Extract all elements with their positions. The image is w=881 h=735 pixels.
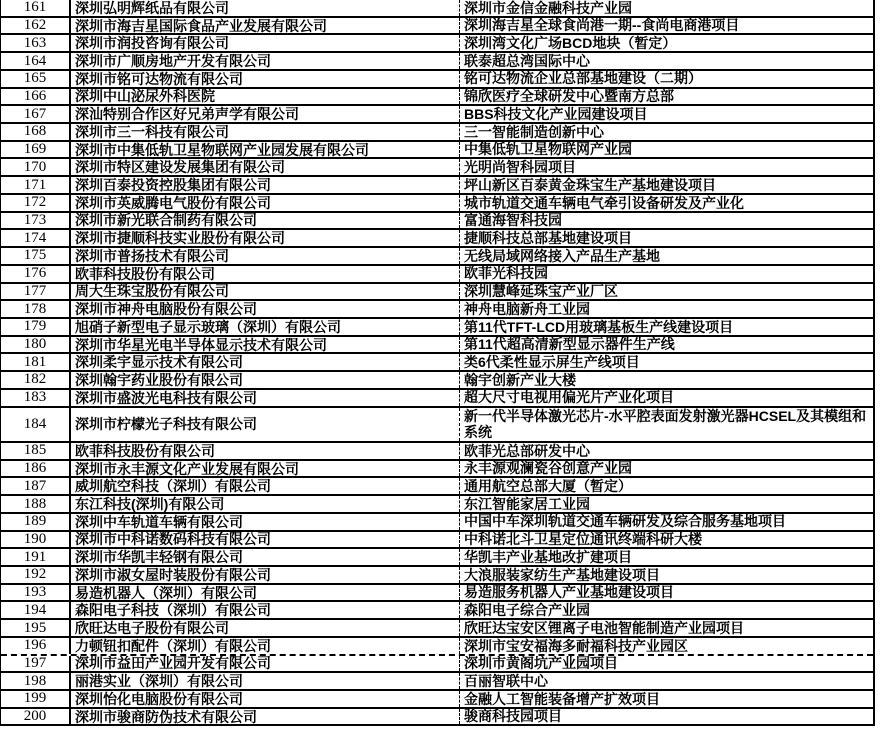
- table-row: [1, 18, 873, 36]
- company-name-cell: 深圳市海吉星国际食品产业发展有限公司: [75, 17, 327, 34]
- project-name-cell: 锦欣医疗全球研发中心暨南方总部: [459, 89, 873, 105]
- project-name-cell: 森阳电子综合产业园: [459, 602, 873, 618]
- table-row: [1, 319, 873, 337]
- table-row: [1, 195, 873, 213]
- project-name-cell: 中科诺北斗卫星定位通讯终端科研大楼: [459, 532, 873, 548]
- table-row: [1, 35, 873, 53]
- table-row: [1, 354, 873, 372]
- company-name-cell: 深圳弘明辉纸品有限公司: [75, 0, 229, 16]
- row-number-cell: 179: [1, 319, 71, 335]
- project-name-cell: 金融人工智能装备增产扩效项目: [459, 691, 873, 707]
- company-name-cell: 深圳市盛波光电科技有限公司: [75, 389, 257, 406]
- row-number-cell: 180: [1, 337, 71, 353]
- company-name-cell: 深圳市中科诺数码科技有限公司: [75, 531, 271, 548]
- company-name-cell: 深圳市特区建设发展集团有限公司: [75, 159, 285, 176]
- company-name-cell: 深圳市永丰源文化产业发展有限公司: [75, 460, 299, 477]
- row-number-cell: 171: [1, 177, 71, 193]
- company-name-cell: 周大生珠宝股份有限公司: [75, 283, 229, 300]
- table-row: [1, 390, 873, 408]
- company-name-cell: 深圳市润投咨询有限公司: [75, 35, 229, 52]
- company-name-cell: 易造机器人（深圳）有限公司: [75, 584, 257, 601]
- table-row: [1, 248, 873, 266]
- table-row: [1, 142, 873, 160]
- row-number-cell: 161: [1, 0, 71, 16]
- company-name-cell: 深圳百泰投资控股集团有限公司: [75, 177, 271, 193]
- table-row: [1, 372, 873, 390]
- table-row: [1, 159, 873, 177]
- row-number-cell: 176: [1, 266, 71, 282]
- project-name-cell: 华凯丰产业基地改扩建项目: [459, 549, 873, 565]
- row-number-cell: 183: [1, 390, 71, 406]
- project-name-cell: 无线局域网络接入产品生产基地: [459, 248, 873, 264]
- project-name-cell: 深圳市金信金融科技产业园: [459, 0, 873, 16]
- company-name-cell: 欧菲科技股份有限公司: [75, 442, 215, 459]
- company-name-cell: 丽港实业（深圳）有限公司: [75, 673, 243, 690]
- project-name-cell: 欧菲光总部研发中心: [459, 443, 873, 459]
- project-name-cell: 大浪服装家纺生产基地建设项目: [459, 567, 873, 583]
- company-name-cell: 深圳市中集低轨卫星物联网产业园发展有限公司: [75, 141, 369, 158]
- project-name-cell: 联泰超总湾国际中心: [459, 53, 873, 69]
- row-number-cell: 167: [1, 106, 71, 122]
- row-number-cell: 173: [1, 213, 71, 229]
- project-name-cell: 富通海智科技园: [459, 213, 873, 229]
- row-number-cell: 187: [1, 478, 71, 494]
- table-row: [1, 461, 873, 479]
- table-row: [1, 177, 873, 195]
- row-number-cell: 200: [1, 709, 71, 725]
- project-name-cell: 翰宇创新产业大楼: [459, 372, 873, 388]
- company-name-cell: 深圳柔宇显示技术有限公司: [75, 354, 243, 371]
- project-name-cell: 新一代半导体激光芯片-水平腔表面发射激光器HCSEL及其模组和系统: [459, 408, 873, 441]
- row-number-cell: 168: [1, 124, 71, 140]
- row-number-cell: 170: [1, 159, 71, 175]
- row-number-cell: 185: [1, 443, 71, 459]
- project-name-cell: 深圳市宝安福海多耐福科技产业园区: [459, 638, 873, 654]
- company-name-cell: 东江科技(深圳)有限公司: [75, 496, 225, 512]
- table-row: [1, 0, 873, 18]
- row-number-cell: 195: [1, 620, 71, 636]
- row-number-cell: 198: [1, 673, 71, 689]
- company-name-cell: 深圳市神舟电脑股份有限公司: [75, 301, 257, 317]
- project-name-cell: 坪山新区百泰黄金珠宝生产基地建设项目: [459, 177, 873, 193]
- table-row: [1, 602, 873, 620]
- project-name-cell: 易造服务机器人产业基地建设项目: [459, 585, 873, 601]
- table-row: [1, 585, 873, 603]
- company-name-cell: 旭硝子新型电子显示玻璃（深圳）有限公司: [75, 318, 341, 335]
- project-name-cell: 骏商科技园项目: [459, 709, 873, 725]
- company-name-cell: 深圳中车轨道车辆有限公司: [75, 513, 243, 530]
- table-row: [1, 266, 873, 284]
- table-row: [1, 124, 873, 142]
- table-row: [1, 337, 873, 355]
- row-number-cell: 181: [1, 354, 71, 370]
- project-name-cell: 超大尺寸电视用偏光片产业化项目: [459, 390, 873, 406]
- table-row: [1, 496, 873, 514]
- row-number-cell: 190: [1, 532, 71, 548]
- company-name-cell: 深圳怡化电脑股份有限公司: [75, 691, 243, 707]
- table-row: [1, 301, 873, 319]
- company-name-cell: 深圳市铭可达物流有限公司: [75, 70, 243, 87]
- project-name-cell: 东江智能家居工业园: [459, 496, 873, 512]
- row-number-cell: 163: [1, 35, 71, 51]
- project-name-cell: BBS科技文化产业园建设项目: [459, 106, 873, 122]
- table-row: [1, 532, 873, 550]
- project-name-cell: 深圳慧峰延珠宝产业厂区: [459, 284, 873, 300]
- row-number-cell: 189: [1, 514, 71, 530]
- company-name-cell: 威圳航空科技（深圳）有限公司: [75, 478, 271, 495]
- table-row: [1, 53, 873, 71]
- project-name-cell: 铭可达物流企业总部基地建设（二期）: [459, 71, 873, 87]
- company-name-cell: 深圳翰宇药业股份有限公司: [75, 372, 243, 388]
- table-row: [1, 106, 873, 124]
- table-row: [1, 443, 873, 461]
- table-row: [1, 656, 873, 674]
- table-row: [1, 514, 873, 532]
- table-row: [1, 567, 873, 585]
- row-number-cell: 186: [1, 461, 71, 477]
- row-number-cell: 172: [1, 195, 71, 211]
- project-name-cell: 百丽智联中心: [459, 673, 873, 689]
- project-name-cell: 光明尚智科园项目: [459, 159, 873, 175]
- row-number-cell: 164: [1, 53, 71, 69]
- row-number-cell: 175: [1, 248, 71, 264]
- project-name-cell: 通用航空总部大厦（暂定）: [459, 478, 873, 494]
- company-name-cell: 深圳市广顺房地产开发有限公司: [75, 53, 271, 69]
- project-name-cell: 捷顺科技总部基地建设项目: [459, 230, 873, 246]
- company-name-cell: 欧菲科技股份有限公司: [75, 265, 215, 282]
- table-row: [1, 408, 873, 443]
- table-row: [1, 638, 873, 656]
- project-name-cell: 第11代TFT-LCD用玻璃基板生产线建设项目: [459, 319, 873, 335]
- table-row: [1, 549, 873, 567]
- company-name-cell: 深汕特别合作区好兄弟声学有限公司: [75, 106, 299, 123]
- project-name-cell: 城市轨道交通车辆电气牵引设备研发及产业化: [459, 195, 873, 211]
- table-row: [1, 71, 873, 89]
- table-row: [1, 284, 873, 302]
- row-number-cell: 177: [1, 284, 71, 300]
- row-number-cell: 194: [1, 602, 71, 618]
- project-name-cell: 中国中车深圳轨道交通车辆研发及综合服务基地项目: [459, 514, 873, 530]
- company-name-cell: 深圳市华凯丰轻钢有限公司: [75, 549, 243, 566]
- company-name-cell: 欣旺达电子股份有限公司: [75, 620, 229, 636]
- table-row: [1, 709, 873, 727]
- row-number-cell: 197: [1, 656, 71, 672]
- company-name-cell: 深圳市益田产业园开发有限公司: [75, 655, 271, 672]
- table-row: [1, 89, 873, 107]
- project-name-cell: 深圳海吉星全球食尚港一期--食尚电商港项目: [459, 18, 873, 34]
- row-number-cell: 184: [1, 408, 71, 441]
- table-row: [1, 691, 873, 709]
- table-row: [1, 230, 873, 248]
- company-name-cell: 深圳市捷顺科技实业股份有限公司: [75, 230, 285, 247]
- company-name-cell: 深圳市骏商防伪技术有限公司: [75, 708, 257, 725]
- project-name-cell: 三一智能制造创新中心: [459, 124, 873, 140]
- company-name-cell: 森阳电子科技（深圳）有限公司: [75, 602, 271, 619]
- row-number-cell: 196: [1, 638, 71, 654]
- row-number-cell: 191: [1, 549, 71, 565]
- company-name-cell: 深圳市三一科技有限公司: [75, 124, 229, 140]
- table-row: [1, 478, 873, 496]
- row-number-cell: 166: [1, 89, 71, 105]
- project-name-cell: 深圳湾文化广场BCD地块（暂定）: [459, 35, 873, 51]
- project-name-cell: 类6代柔性显示屏生产线项目: [459, 354, 873, 370]
- row-number-cell: 182: [1, 372, 71, 388]
- project-name-cell: 第11代超高清新型显示器件生产线: [459, 337, 873, 353]
- row-number-cell: 193: [1, 585, 71, 601]
- row-number-cell: 192: [1, 567, 71, 583]
- project-name-cell: 神舟电脑新舟工业园: [459, 301, 873, 317]
- company-name-cell: 深圳市柠檬光子科技有限公司: [75, 416, 257, 433]
- project-name-cell: 深圳市黄阁坑产业园项目: [459, 656, 873, 672]
- row-number-cell: 165: [1, 71, 71, 87]
- row-number-cell: 188: [1, 496, 71, 512]
- row-number-cell: 162: [1, 18, 71, 34]
- table-row: [1, 213, 873, 231]
- project-name-cell: 欣旺达宝安区锂离子电池智能制造产业园项目: [459, 620, 873, 636]
- project-name-cell: 永丰源观澜瓷谷创意产业园: [459, 461, 873, 477]
- company-name-cell: 深圳市普扬技术有限公司: [75, 248, 229, 264]
- company-name-cell: 深圳市新光联合制药有限公司: [75, 212, 257, 229]
- table-row: [1, 620, 873, 638]
- row-number-cell: 174: [1, 230, 71, 246]
- row-number-cell: 178: [1, 301, 71, 317]
- table-row: [1, 673, 873, 691]
- company-name-cell: 深圳市英威腾电气股份有限公司: [75, 194, 271, 211]
- project-name-cell: 欧菲光科技园: [459, 266, 873, 282]
- company-name-cell: 深圳中山泌尿外科医院: [75, 88, 215, 105]
- project-name-cell: 中集低轨卫星物联网产业园: [459, 142, 873, 158]
- company-name-cell: 深圳市华星光电半导体显示技术有限公司: [75, 336, 327, 353]
- row-number-cell: 199: [1, 691, 71, 707]
- company-name-cell: 深圳市淑女屋时装股份有限公司: [75, 567, 271, 583]
- company-name-cell: 力顿钮扣配件（深圳）有限公司: [75, 637, 271, 654]
- row-number-cell: 169: [1, 142, 71, 158]
